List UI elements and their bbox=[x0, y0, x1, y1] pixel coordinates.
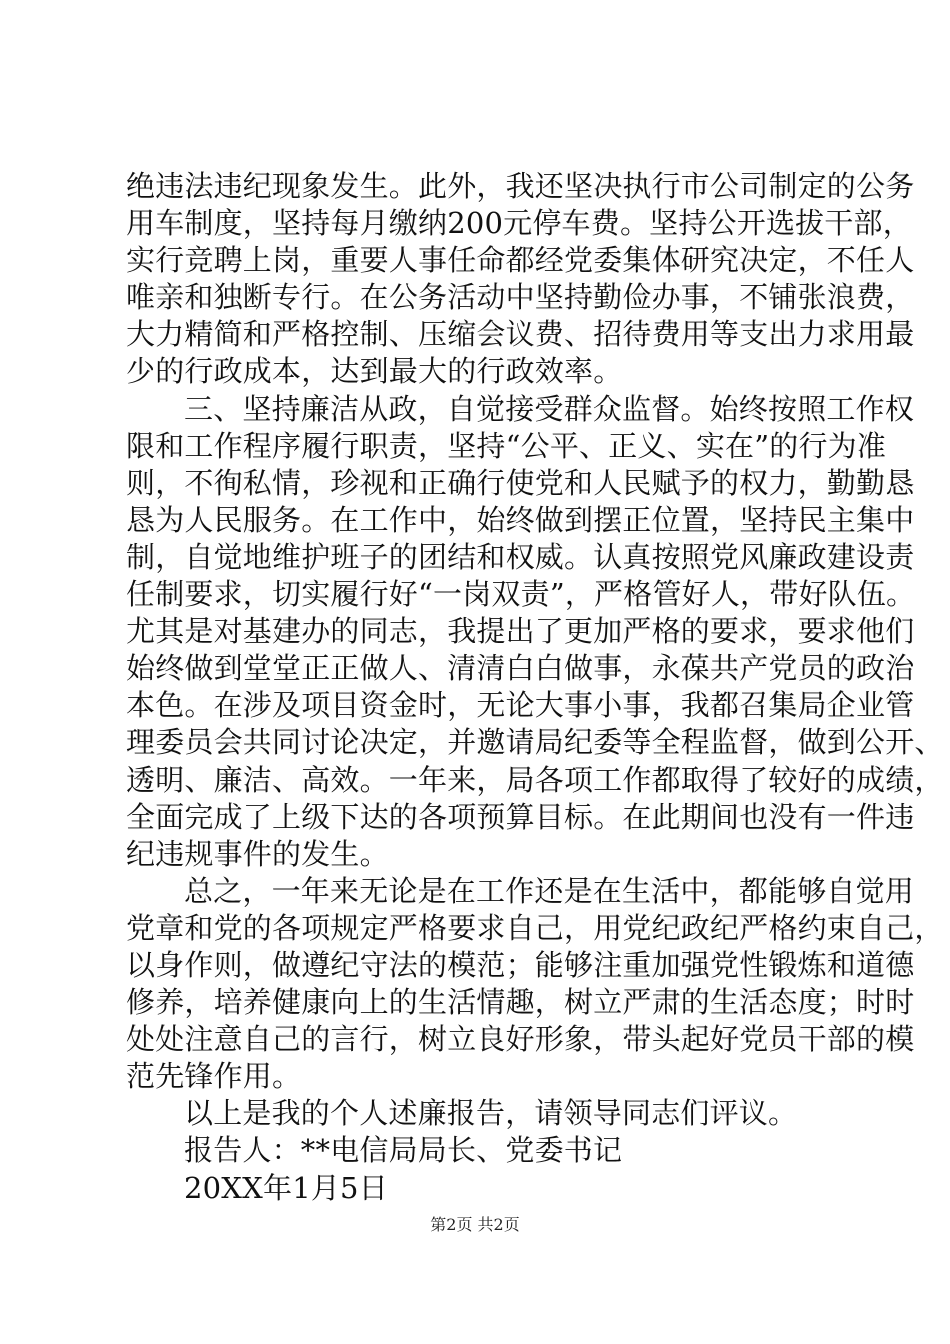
body-line: 实行竞聘上岗，重要人事任命都经党委集体研究决定，不任人 bbox=[126, 243, 915, 278]
body-line: 限和工作程序履行职责，坚持“公平、正义、实在”的行为准 bbox=[126, 428, 887, 463]
body-line: 大力精简和严格控制、压缩会议费、招待费用等支出力求用最 bbox=[126, 317, 915, 352]
page-footer: 第2页 共2页 bbox=[430, 1215, 520, 1234]
body-line: 唯亲和独断专行。在公务活动中坚持勤俭办事，不铺张浪费， bbox=[126, 280, 915, 315]
body-line: 总之，一年来无论是在工作还是在生活中，都能够自觉用 bbox=[184, 873, 915, 908]
body-line: 用车制度，坚持每月缴纳200元停车费。坚持公开选拔干部， bbox=[126, 206, 912, 241]
body-line: 以上是我的个人述廉报告，请领导同志们评议。 bbox=[184, 1096, 798, 1131]
body-line: 尤其是对基建办的同志，我提出了更加严格的要求，要求他们 bbox=[126, 614, 915, 649]
body-line: 以身作则，做遵纪守法的模范；能够注重加强党性锻炼和道德 bbox=[126, 947, 915, 982]
body-line: 纪违规事件的发生。 bbox=[126, 836, 389, 871]
body-line: 三、坚持廉洁从政，自觉接受群众监督。始终按照工作权 bbox=[184, 391, 915, 426]
body-line: 报告人：**电信局局长、党委书记 bbox=[184, 1133, 623, 1168]
body-line: 透明、廉洁、高效。一年来，局各项工作都取得了较好的成绩， bbox=[126, 762, 944, 797]
body-line: 党章和党的各项规定严格要求自己，用党纪政纪严格约束自己， bbox=[126, 910, 944, 945]
body-line: 任制要求，切实履行好“一岗双责”，严格管好人，带好队伍。 bbox=[126, 577, 916, 612]
body-line: 绝违法违纪现象发生。此外，我还坚决执行市公司制定的公务 bbox=[126, 169, 915, 203]
body-line: 全面完成了上级下达的各项预算目标。在此期间也没有一件违 bbox=[126, 799, 915, 834]
document-body bbox=[126, 168, 944, 1207]
body-line: 则，不徇私情，珍视和正确行使党和人民赋予的权力，勤勤恳 bbox=[126, 465, 915, 500]
body-line: 恳为人民服务。在工作中，始终做到摆正位置，坚持民主集中 bbox=[126, 502, 915, 537]
body-line: 少的行政成本，达到最大的行政效率。 bbox=[126, 354, 623, 389]
body-line: 处处注意自己的言行，树立良好形象，带头起好党员干部的模 bbox=[126, 1022, 915, 1057]
body-line: 本色。在涉及项目资金时，无论大事小事，我都召集局企业管 bbox=[126, 688, 915, 723]
body-line: 范先锋作用。 bbox=[126, 1059, 302, 1094]
body-line: 制，自觉地维护班子的团结和权威。认真按照党风廉政建设责 bbox=[126, 539, 915, 574]
body-line: 20XX年1月5日 bbox=[184, 1170, 388, 1205]
body-line: 理委员会共同讨论决定，并邀请局纪委等全程监督，做到公开、 bbox=[126, 725, 944, 760]
body-line: 始终做到堂堂正正做人、清清白白做事，永葆共产党员的政治 bbox=[126, 651, 915, 686]
body-line: 修养，培养健康向上的生活情趣，树立严肃的生活态度；时时 bbox=[126, 985, 915, 1020]
